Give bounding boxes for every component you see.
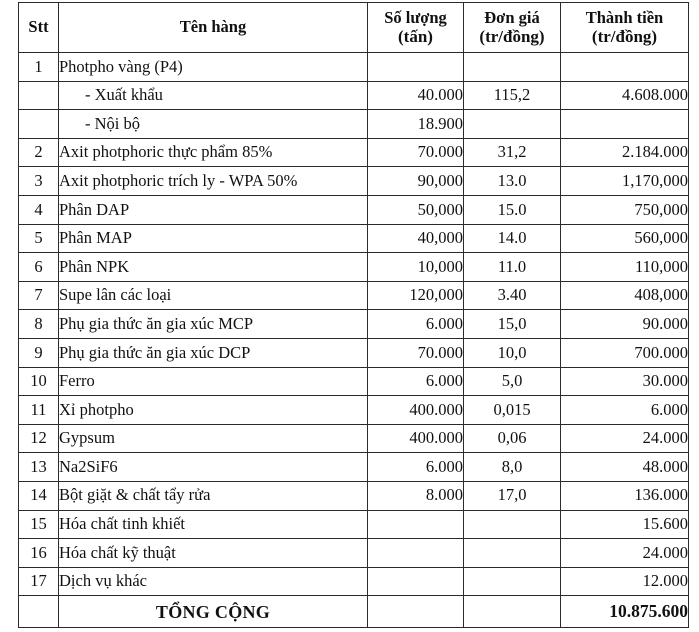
- cell-stt: 14: [19, 481, 59, 510]
- cell-name: Hóa chất kỹ thuật: [59, 539, 368, 568]
- cell-name: Phân DAP: [59, 195, 368, 224]
- table-row: [19, 567, 689, 596]
- cell-name: - Xuất khẩu: [59, 81, 368, 110]
- cell-name: Phân NPK: [59, 253, 368, 282]
- cell-quantity: [368, 53, 464, 82]
- table-row: [19, 110, 689, 139]
- cell-quantity: 6.000: [368, 367, 464, 396]
- table-row: [19, 424, 689, 453]
- cell-unit-price: 13.0: [464, 167, 561, 196]
- column-header-amount: [561, 3, 689, 53]
- cell-quantity: 40.000: [368, 81, 464, 110]
- cell-name: Na2SiF6: [59, 453, 368, 482]
- cell-amount: 90.000: [561, 310, 689, 339]
- cell-quantity: 10,000: [368, 253, 464, 282]
- total-cell-stt: [19, 596, 59, 628]
- cell-stt: 13: [19, 453, 59, 482]
- cell-quantity: 40,000: [368, 224, 464, 253]
- cell-quantity: 400.000: [368, 424, 464, 453]
- column-header-quantity-main: Số lượng: [384, 7, 447, 27]
- column-header-quantity-unit: (tấn): [398, 27, 433, 47]
- cell-name: Phụ gia thức ăn gia xúc MCP: [59, 310, 368, 339]
- header-row: [19, 3, 689, 53]
- total-cell-quantity: [368, 596, 464, 628]
- cell-amount: 110,000: [561, 253, 689, 282]
- cell-name: Bột giặt & chất tẩy rửa: [59, 481, 368, 510]
- cell-amount: [561, 110, 689, 139]
- cell-unit-price: 31,2: [464, 138, 561, 167]
- cell-quantity: 400.000: [368, 396, 464, 425]
- cell-unit-price: 11.0: [464, 253, 561, 282]
- cell-amount: 12.000: [561, 567, 689, 596]
- cell-unit-price: [464, 510, 561, 539]
- cell-name: Gypsum: [59, 424, 368, 453]
- column-header-amount-unit: (tr/đồng): [591, 27, 658, 47]
- cell-stt: 7: [19, 281, 59, 310]
- cell-stt: 5: [19, 224, 59, 253]
- cell-amount: 560,000: [561, 224, 689, 253]
- cell-amount: 750,000: [561, 195, 689, 224]
- cell-amount: [561, 53, 689, 82]
- table-row: [19, 338, 689, 367]
- cell-amount: 24.000: [561, 539, 689, 568]
- table-header: [19, 3, 689, 53]
- cell-unit-price: 8,0: [464, 453, 561, 482]
- cell-stt: 3: [19, 167, 59, 196]
- cell-unit-price: 17,0: [464, 481, 561, 510]
- cell-unit-price: 10,0: [464, 338, 561, 367]
- cell-quantity: 8.000: [368, 481, 464, 510]
- table-row: [19, 453, 689, 482]
- cell-unit-price: 5,0: [464, 367, 561, 396]
- table-total-row: [19, 596, 689, 628]
- cell-quantity: 70.000: [368, 338, 464, 367]
- table-row: [19, 253, 689, 282]
- cell-amount: 408,000: [561, 281, 689, 310]
- cell-unit-price: 115,2: [464, 81, 561, 110]
- column-header-unit-price-unit: (tr/đồng): [479, 27, 545, 47]
- cell-name: Photpho vàng (P4): [59, 53, 368, 82]
- goods-table-sheet: [18, 2, 688, 628]
- cell-name: Xỉ photpho: [59, 396, 368, 425]
- column-header-quantity: [368, 3, 464, 53]
- cell-unit-price: [464, 539, 561, 568]
- table-row: [19, 310, 689, 339]
- cell-amount: 15.600: [561, 510, 689, 539]
- cell-unit-price: [464, 53, 561, 82]
- cell-quantity: [368, 567, 464, 596]
- cell-quantity: 90,000: [368, 167, 464, 196]
- cell-unit-price: 15,0: [464, 310, 561, 339]
- cell-amount: 136.000: [561, 481, 689, 510]
- goods-table: [18, 2, 689, 628]
- table-row: [19, 281, 689, 310]
- cell-amount: 4.608.000: [561, 81, 689, 110]
- cell-unit-price: 15.0: [464, 195, 561, 224]
- cell-amount: 1,170,000: [561, 167, 689, 196]
- cell-name: Axit photphoric thực phẩm 85%: [59, 138, 368, 167]
- table-row: [19, 53, 689, 82]
- cell-amount: 48.000: [561, 453, 689, 482]
- cell-unit-price: 3.40: [464, 281, 561, 310]
- cell-quantity: 6.000: [368, 453, 464, 482]
- cell-name: Dịch vụ khác: [59, 567, 368, 596]
- cell-stt: 2: [19, 138, 59, 167]
- table-row: [19, 510, 689, 539]
- cell-quantity: [368, 510, 464, 539]
- cell-unit-price: 14.0: [464, 224, 561, 253]
- cell-unit-price: [464, 567, 561, 596]
- column-header-unit-price-main: Đơn giá: [484, 7, 540, 27]
- column-header-amount-main: Thành tiền: [585, 7, 664, 27]
- cell-amount: 24.000: [561, 424, 689, 453]
- cell-name: - Nội bộ: [59, 110, 368, 139]
- cell-name: Hóa chất tinh khiết: [59, 510, 368, 539]
- total-label: TỔNG CỘNG: [59, 596, 368, 628]
- cell-quantity: 18.900: [368, 110, 464, 139]
- cell-amount: 6.000: [561, 396, 689, 425]
- cell-name: Supe lân các loại: [59, 281, 368, 310]
- cell-stt: 15: [19, 510, 59, 539]
- cell-quantity: 50,000: [368, 195, 464, 224]
- table-row: [19, 81, 689, 110]
- table-row: [19, 539, 689, 568]
- cell-name: Ferro: [59, 367, 368, 396]
- cell-stt: 9: [19, 338, 59, 367]
- cell-name: Phụ gia thức ăn gia xúc DCP: [59, 338, 368, 367]
- cell-stt: 12: [19, 424, 59, 453]
- table-row: [19, 481, 689, 510]
- cell-stt: 11: [19, 396, 59, 425]
- cell-unit-price: [464, 110, 561, 139]
- cell-quantity: [368, 539, 464, 568]
- table-body: [19, 53, 689, 628]
- cell-stt: 8: [19, 310, 59, 339]
- cell-stt: 6: [19, 253, 59, 282]
- cell-unit-price: 0,06: [464, 424, 561, 453]
- table-row: [19, 138, 689, 167]
- cell-stt: 10: [19, 367, 59, 396]
- cell-quantity: 6.000: [368, 310, 464, 339]
- total-cell-unit-price: [464, 596, 561, 628]
- table-row: [19, 167, 689, 196]
- cell-stt: 1: [19, 53, 59, 82]
- table-row: [19, 224, 689, 253]
- cell-stt: [19, 81, 59, 110]
- table-row: [19, 195, 689, 224]
- column-header-name: Tên hàng: [59, 3, 368, 53]
- cell-quantity: 120,000: [368, 281, 464, 310]
- table-row: [19, 367, 689, 396]
- cell-stt: 16: [19, 539, 59, 568]
- cell-stt: [19, 110, 59, 139]
- cell-amount: 30.000: [561, 367, 689, 396]
- total-cell-amount: 10.875.600: [561, 596, 689, 628]
- cell-amount: 2.184.000: [561, 138, 689, 167]
- cell-stt: 4: [19, 195, 59, 224]
- cell-amount: 700.000: [561, 338, 689, 367]
- cell-unit-price: 0,015: [464, 396, 561, 425]
- cell-quantity: 70.000: [368, 138, 464, 167]
- cell-name: Axit photphoric trích ly - WPA 50%: [59, 167, 368, 196]
- cell-stt: 17: [19, 567, 59, 596]
- cell-name: Phân MAP: [59, 224, 368, 253]
- column-header-unit-price: [464, 3, 561, 53]
- table-row: [19, 396, 689, 425]
- column-header-stt: Stt: [19, 3, 59, 53]
